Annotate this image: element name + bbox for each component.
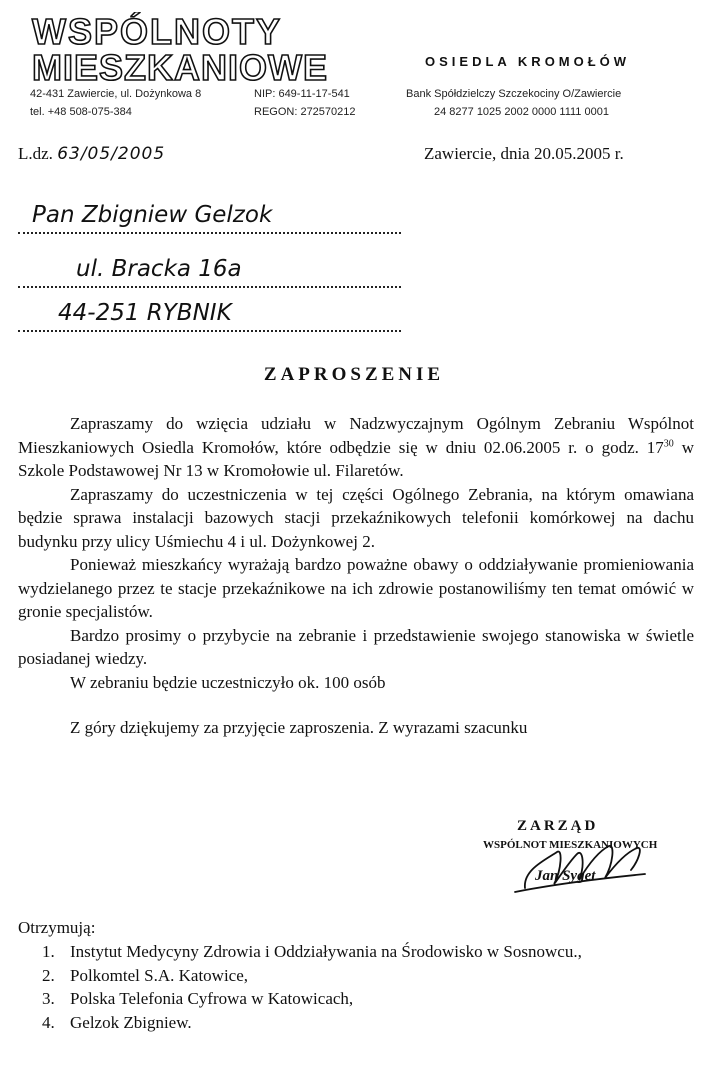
osiedla-kromolow: OSIEDLA KROMOŁÓW [425, 54, 631, 69]
list-item: 3. Polska Telefonia Cyfrowa w Katowicach, [42, 989, 354, 1008]
letter-body [18, 412, 694, 740]
letter-date: Zawiercie, dnia 20.05.2005 r. [424, 144, 624, 163]
header-account: 24 8277 1025 2002 0000 1111 0001 [434, 106, 609, 118]
logo-line1: WSPÓLNOTY [32, 12, 282, 52]
header-phone: tel. +48 508-075-384 [30, 106, 132, 118]
handwritten-signature [505, 830, 665, 900]
paragraph-3: Ponieważ mieszkańcy wyrażają bardzo poważne obawy o oddziaływanie promieniowania wydzielanego przez te stacje przekaźnikowe na ich zdrowie postanowiliśmy ten temat omówić w gronie specjalistów. [18, 555, 694, 621]
address-name: Pan Zbigniew Gelzok [32, 202, 273, 228]
reference-handwritten: 63/05/2005 [57, 144, 166, 164]
recipients-label: Otrzymują: [18, 918, 96, 937]
closing-line: Z góry dziękujemy za przyjęcie zaproszenia. Z wyrazami szacunku [70, 718, 528, 737]
paragraph-2: Zapraszamy do uczestniczenia w tej części Ogólnego Zebrania, na którym omawiana będzie sprawa instalacji bazowych stacji przekaźnikowych telefonii komórkowej na dachu budynku przy ulicy Uśmiechu 4 i ul. Dożynkowej 2. [18, 484, 694, 551]
paragraph-1: Zapraszamy do wzięcia udziału w Nadzwyczajnym Ogólnym Zebraniu Wspólnot Mieszkaniowych Osiedla Kromołów, które odbędzie się w dniu 02.06.2005 r. o godz. $17^{30}$ w Szkole Podstawowej Nr 13 w Kromołowie ul. Filaretów. [18, 414, 694, 480]
paragraph-5: W zebraniu będzie uczestniczyło ok. 100 osób [70, 672, 386, 692]
signatory-name: Jan Syget [535, 868, 596, 884]
wspolnoty-logo [30, 12, 420, 82]
address-street: ul. Bracka 16a [76, 256, 242, 282]
paragraph-4: Bardzo prosimy o przybycie na zebranie i przedstawienie swojego stanowiska w świetle posiadanej wiedzy. [18, 625, 694, 668]
board-stamp-title: ZARZĄD [517, 818, 599, 834]
recipients-list [42, 940, 682, 1034]
reference-number [18, 144, 165, 164]
logo-line2: MIESZKANIOWE [32, 47, 328, 82]
list-item: 1. Instytut Medycyny Zdrowia i Oddziaływania na Środowisko w Sosnowcu., [42, 942, 582, 961]
address-line-3 [18, 294, 401, 332]
header-address: 42-431 Zawiercie, ul. Dożynkowa 8 [30, 88, 202, 100]
address-line-1 [18, 196, 401, 234]
list-item: 2. Polkomtel S.A. Katowice, [42, 965, 249, 985]
address-city: 44-251 RYBNIK [58, 300, 232, 326]
board-stamp-subtitle: WSPÓLNOT MIESZKANIOWYCH [483, 839, 658, 851]
letter-title: ZAPROSZENIE [263, 364, 445, 385]
reference-label: L.dz. [18, 144, 53, 163]
list-item: 4. Gelzok Zbigniew. [42, 1012, 192, 1032]
address-line-2 [18, 250, 401, 288]
header-nip: NIP: 649-11-17-541 [254, 88, 350, 100]
header-regon: REGON: 272570212 [254, 106, 356, 118]
header-bank: Bank Spółdzielczy Szczekociny O/Zawiercie [406, 88, 622, 100]
